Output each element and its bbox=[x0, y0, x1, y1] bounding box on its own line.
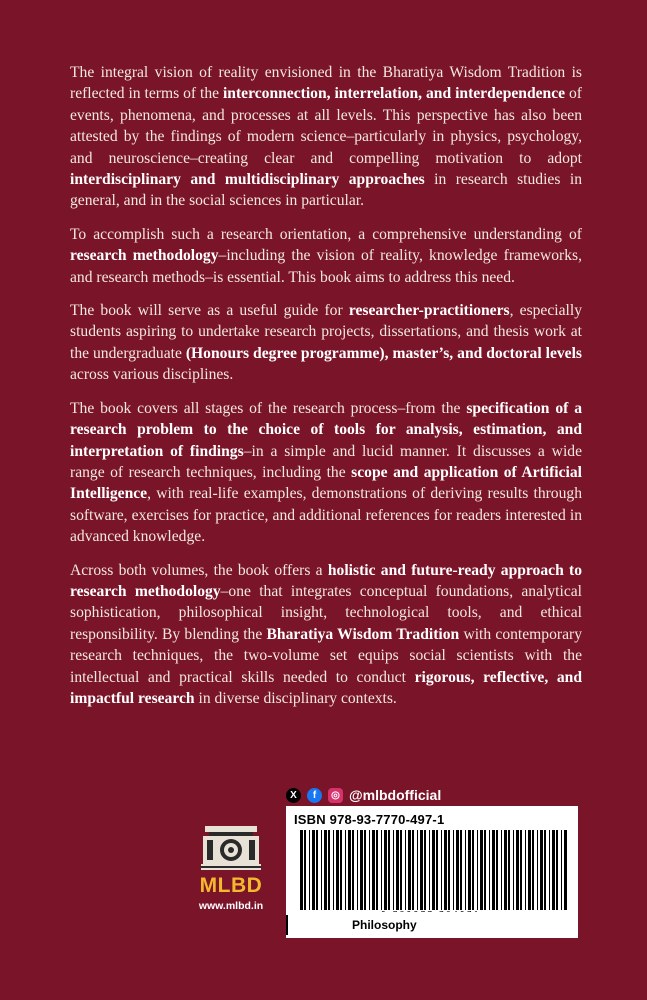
barcode-bar bbox=[309, 830, 310, 910]
barcode-bar bbox=[321, 830, 322, 910]
blurb-text: of events, phenomena, and processes at all levels. This perspective has also been attested by the findings of modern science–particularly in physics, psychology, and neuroscience–creating clear and compelling motivation to adopt bbox=[70, 85, 582, 167]
barcode-bar bbox=[564, 830, 567, 910]
blurb-emphasis: holistic and future-ready approach to research methodology bbox=[70, 561, 582, 600]
blurb-emphasis: (Honours degree programme), master’s, and doctoral levels bbox=[185, 344, 583, 362]
blurb-paragraph bbox=[70, 560, 582, 710]
barcode-bar bbox=[376, 830, 378, 910]
barcode-bar bbox=[304, 830, 306, 910]
barcode-bar bbox=[429, 830, 430, 910]
barcode-bar bbox=[400, 830, 402, 910]
barcode-bar bbox=[504, 830, 507, 910]
barcode-bar bbox=[480, 830, 483, 910]
barcode-bar bbox=[372, 830, 375, 910]
barcode-bar bbox=[364, 830, 366, 910]
barcode-bar bbox=[477, 830, 478, 910]
blurb-text: –including the vision of reality, knowledge frameworks, and research methods–is essential. This book aims to address this need. bbox=[70, 247, 582, 286]
back-cover-blurb bbox=[70, 62, 582, 721]
blurb-text: in diverse disciplinary contexts. bbox=[194, 689, 397, 707]
barcode-bar bbox=[432, 830, 435, 910]
blurb-text: Across both volumes, the book offers a bbox=[70, 561, 328, 579]
blurb-emphasis: Bharatiya Wisdom Tradition bbox=[266, 625, 460, 643]
barcode-bar bbox=[465, 830, 466, 910]
barcode-bar bbox=[336, 830, 339, 910]
blurb-emphasis: research methodology bbox=[70, 247, 219, 265]
publisher-logo bbox=[190, 822, 272, 912]
subject-label-box bbox=[286, 912, 578, 938]
blurb-emphasis: rigorous, reflective, and impactful research bbox=[70, 668, 583, 707]
x-icon[interactable]: X bbox=[286, 788, 301, 803]
barcode-bar bbox=[441, 830, 442, 910]
barcode-bar bbox=[453, 830, 454, 910]
barcode-bar bbox=[340, 830, 342, 910]
social-handle[interactable]: @mlbdofficial bbox=[349, 787, 442, 803]
barcode-bar bbox=[412, 830, 414, 910]
blurb-text: across various disciplines. bbox=[70, 366, 234, 384]
barcode-bar bbox=[333, 830, 334, 910]
blurb-text: –in a simple and lucid manner. It discusses a wide range of research techniques, including the bbox=[70, 442, 582, 481]
blurb-emphasis: researcher-practitioners bbox=[348, 302, 510, 320]
isbn-barcode-box bbox=[286, 806, 578, 922]
barcode-bar bbox=[360, 830, 363, 910]
barcode-bar bbox=[544, 830, 546, 910]
isbn-label: ISBN 978-93-7770-497-1 bbox=[294, 812, 445, 827]
blurb-text: To accomplish such a research orientation, a comprehensive understanding of bbox=[70, 225, 582, 243]
barcode-bar bbox=[552, 830, 555, 910]
barcode-bar bbox=[436, 830, 438, 910]
facebook-icon[interactable]: f bbox=[307, 788, 322, 803]
blurb-text: in research studies in general, and in the social sciences in particular. bbox=[70, 171, 582, 210]
barcode-bar bbox=[516, 830, 519, 910]
blurb-emphasis: interconnection, interrelation, and interdependence bbox=[222, 85, 566, 103]
barcode-bar bbox=[492, 830, 495, 910]
barcode-bar bbox=[357, 830, 358, 910]
barcode-bar bbox=[420, 830, 423, 910]
barcode-bar bbox=[513, 830, 514, 910]
blurb-paragraph bbox=[70, 300, 582, 386]
barcode-bar bbox=[300, 830, 303, 910]
barcode-bar bbox=[472, 830, 474, 910]
barcode-bar bbox=[520, 830, 522, 910]
barcode-bar bbox=[328, 830, 330, 910]
barcode-bar bbox=[496, 830, 498, 910]
blurb-text: The book will serve as a useful guide for bbox=[70, 302, 349, 320]
barcode-bar bbox=[444, 830, 447, 910]
temple-emblem-icon bbox=[199, 822, 263, 872]
barcode-bar bbox=[528, 830, 531, 910]
barcode-bar bbox=[384, 830, 387, 910]
barcode-bar bbox=[393, 830, 394, 910]
barcode-bar bbox=[489, 830, 490, 910]
blurb-text: –one that integrates conceptual foundations, analytical sophistication, philosophical insight, technological tools, and ethical responsibility. By blending the bbox=[70, 582, 582, 643]
barcode-bar bbox=[408, 830, 411, 910]
instagram-icon[interactable]: ◎ bbox=[328, 788, 343, 803]
barcode-bar bbox=[352, 830, 354, 910]
blurb-text: The integral vision of reality envisioned in the Bharatiya Wisdom Tradition is reflected in terms of the bbox=[70, 64, 582, 103]
barcode-bar bbox=[556, 830, 558, 910]
barcode-bar bbox=[424, 830, 426, 910]
barcode-bar bbox=[525, 830, 526, 910]
publisher-name: MLBD bbox=[199, 874, 263, 897]
subject-divider bbox=[286, 915, 288, 935]
social-handles bbox=[286, 787, 441, 803]
blurb-text: The book covers all stages of the research process–from the bbox=[70, 399, 467, 417]
barcode-bar bbox=[540, 830, 543, 910]
blurb-paragraph bbox=[70, 224, 582, 288]
barcode-bar bbox=[417, 830, 418, 910]
barcode-bar bbox=[501, 830, 502, 910]
barcode-bar bbox=[388, 830, 390, 910]
blurb-emphasis: interdisciplinary and multidisciplinary approaches bbox=[70, 171, 425, 189]
subject-label: Philosophy bbox=[352, 918, 417, 932]
publisher-url[interactable]: www.mlbd.in bbox=[198, 900, 264, 912]
barcode-bar bbox=[456, 830, 459, 910]
blurb-text: with contemporary research techniques, the two-volume set equips social scientists with the intellectual and practical skills needed to conduct bbox=[70, 625, 582, 686]
blurb-text: , especially students aspiring to undertake research projects, dissertations, and thesis work at the undergraduate bbox=[70, 302, 582, 362]
barcode-bar bbox=[396, 830, 399, 910]
barcode-bar bbox=[369, 830, 370, 910]
blurb-emphasis: specification of a research problem to the choice of tools for analysis, estimation, and interpretation of findings bbox=[70, 399, 582, 460]
blurb-paragraph bbox=[70, 398, 582, 548]
barcode-bar bbox=[345, 830, 346, 910]
barcode-bar bbox=[532, 830, 534, 910]
barcode-bar bbox=[381, 830, 382, 910]
barcode-bar bbox=[324, 830, 327, 910]
barcode-bar bbox=[448, 830, 450, 910]
barcode-bar bbox=[316, 830, 318, 910]
barcode-bar bbox=[348, 830, 351, 910]
barcode bbox=[300, 830, 568, 910]
barcode-bar bbox=[460, 830, 462, 910]
blurb-emphasis: scope and application of Artificial Intelligence bbox=[70, 463, 583, 503]
barcode-bar bbox=[405, 830, 406, 910]
blurb-text: , with real-life examples, demonstrations of deriving results through software, exercises for practice, and additional references for readers interested in advanced knowledge. bbox=[70, 485, 582, 546]
barcode-bar bbox=[537, 830, 538, 910]
barcode-bar bbox=[561, 830, 562, 910]
barcode-bar bbox=[312, 830, 315, 910]
barcode-bar bbox=[484, 830, 486, 910]
barcode-bar bbox=[508, 830, 510, 910]
blurb-paragraph bbox=[70, 62, 582, 212]
barcode-bar bbox=[468, 830, 471, 910]
barcode-bar bbox=[549, 830, 550, 910]
